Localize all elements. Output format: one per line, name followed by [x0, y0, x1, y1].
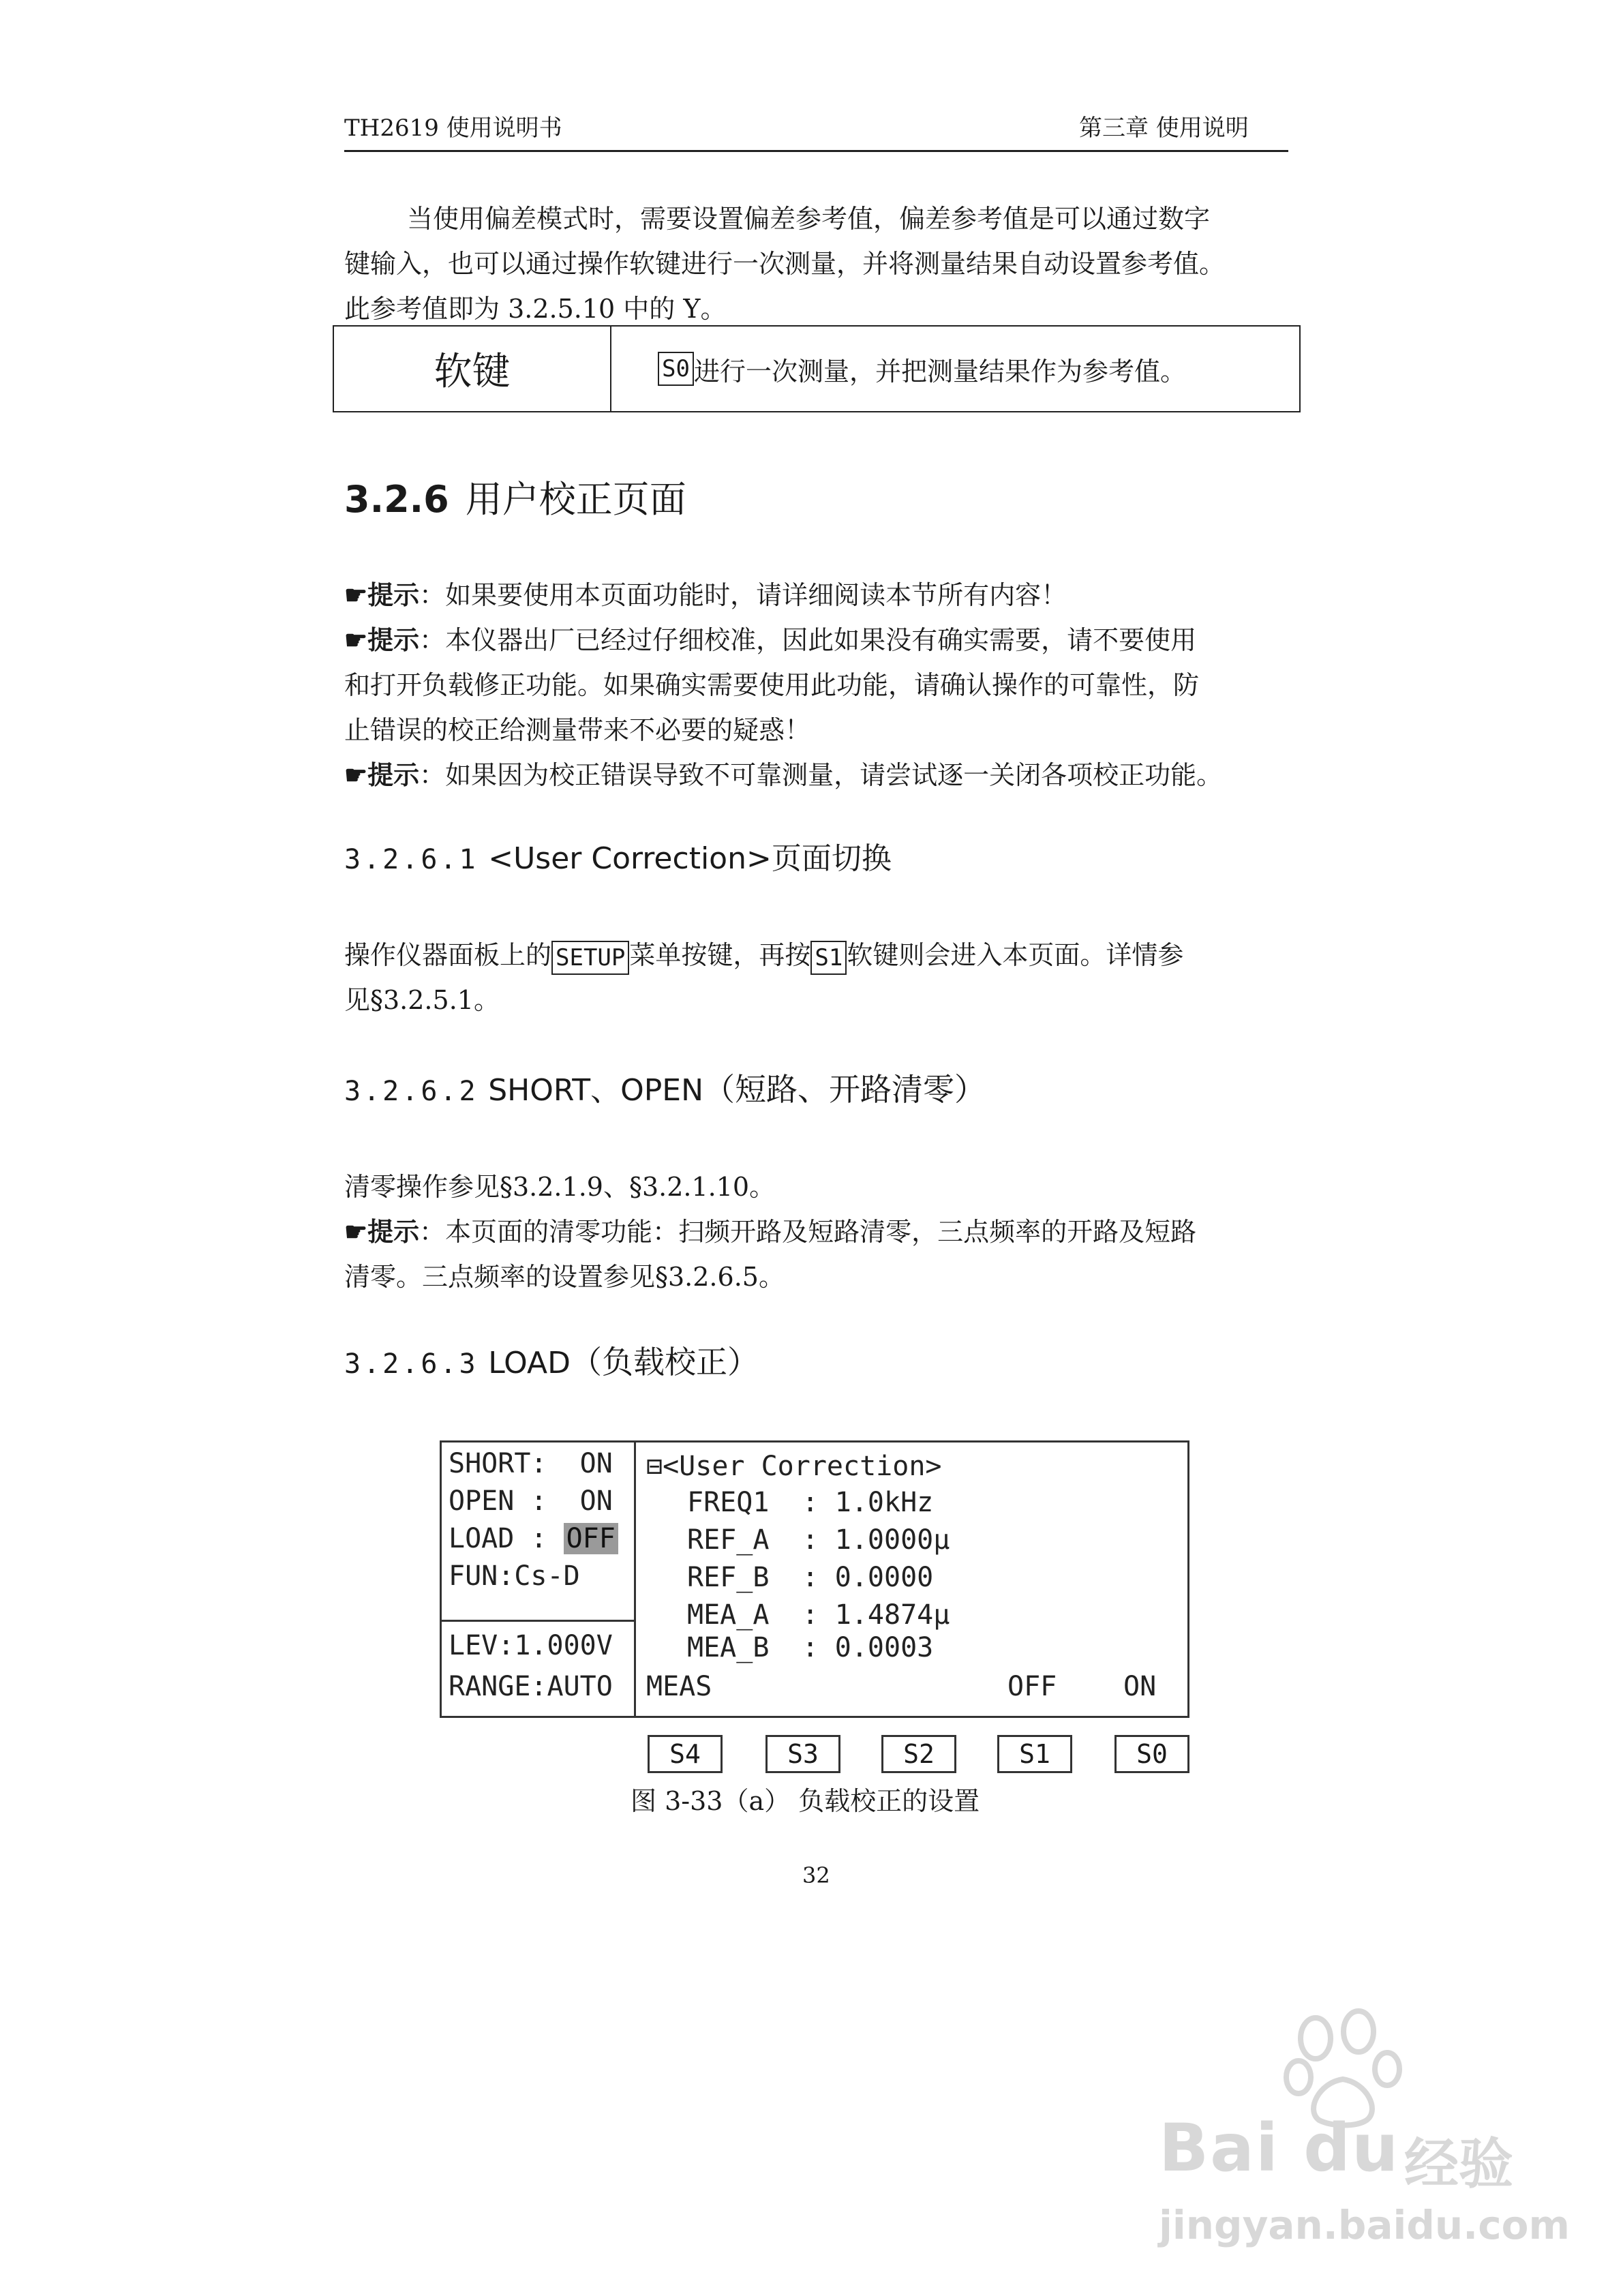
intro-line-2: 键输入，也可以通过操作软键进行一次测量，并将测量结果自动设置参考值。 — [344, 249, 1226, 279]
tip-label: ☛提示 — [344, 1216, 420, 1247]
tip-label: ☛提示 — [344, 579, 420, 610]
lcd-load-status — [449, 1522, 618, 1556]
tip-label: ☛提示 — [344, 759, 420, 790]
subsection-title: <User Correction>页面切换 — [488, 841, 892, 876]
sub1-line-2: 见§3.2.5.1。 — [344, 985, 500, 1015]
sub2-tip-line-2: 清零。三点频率的设置参见§3.2.6.5。 — [344, 1262, 785, 1292]
subsection-title-cn: （负载校正） — [571, 1344, 759, 1380]
lcd-freq1: FREQ1 : 1.0kHz — [687, 1487, 934, 1518]
sub1-line-1 — [344, 933, 1183, 978]
section-number: 3.2.6 — [344, 478, 449, 521]
softkey-desc-text: 进行一次测量，并把测量结果作为参考值。 — [693, 356, 1186, 387]
lcd-level: LEV:1.000V — [449, 1630, 613, 1661]
key-s0: S0 — [658, 352, 694, 386]
subsection-number: 3.2.6.2 — [344, 1076, 479, 1107]
softkey-s0[interactable]: S0 — [1114, 1735, 1189, 1773]
tip-2-line-3: 止错误的校正给测量带来不必要的疑惑！ — [344, 715, 811, 745]
tip-2-line-2: 和打开负载修正功能。如果确实需要使用此功能，请确认操作的可靠性，防 — [344, 670, 1200, 700]
tip-2-text: ：本仪器出厂已经过仔细校准，因此如果没有确实需要，请不要使用 — [419, 625, 1197, 655]
lcd-panel-divider — [442, 1620, 634, 1622]
lcd-menu-off[interactable]: OFF — [1007, 1671, 1057, 1702]
softkey-s2[interactable]: S2 — [881, 1735, 956, 1773]
sub1-text-a: 操作仪器面板上的 — [344, 940, 552, 970]
section-title: 用户校正页面 — [465, 478, 686, 521]
lcd-ref-b: REF_B : 0.0000 — [687, 1562, 934, 1593]
lcd-status-panel — [442, 1442, 636, 1716]
lcd-range: RANGE:AUTO — [449, 1671, 613, 1702]
lcd-function: FUN:Cs-D — [449, 1560, 580, 1592]
figure-caption: 图 3-33（a） 负载校正的设置 — [631, 1786, 980, 1816]
intro-line-1: 当使用偏差模式时，需要设置偏差参考值，偏差参考值是可以通过数字 — [407, 204, 1211, 234]
sub2-line-1: 清零操作参见§3.2.1.9、§3.2.1.10。 — [344, 1172, 776, 1202]
tip-3-text: ：如果因为校正错误导致不可靠测量，请尝试逐一关闭各项校正功能。 — [419, 760, 1223, 790]
lcd-load-label: LOAD : — [449, 1523, 564, 1554]
lcd-page-title-text: <User Correction> — [663, 1451, 942, 1482]
lcd-load-value[interactable]: OFF — [564, 1523, 618, 1554]
header-rule — [344, 150, 1288, 152]
subsection-3261 — [344, 837, 892, 880]
lcd-screen — [440, 1440, 1189, 1718]
page-number: 32 — [802, 1862, 830, 1888]
subsection-3262 — [344, 1069, 986, 1112]
watermark-url: jingyan.baidu.com — [1159, 2202, 1570, 2248]
subsection-title-en: LOAD — [488, 1346, 571, 1380]
lcd-menu-on[interactable]: ON — [1123, 1671, 1157, 1702]
tip-3 — [344, 753, 1222, 798]
lcd-page-title — [646, 1449, 942, 1483]
lcd-short-status: SHORT: ON — [449, 1448, 613, 1479]
tip-1 — [344, 573, 1067, 618]
page-icon: ⊟ — [646, 1451, 663, 1482]
tip-2 — [344, 618, 1196, 663]
lcd-open-status: OPEN : ON — [449, 1485, 613, 1517]
watermark-cn: 经验 — [1404, 2132, 1513, 2196]
softkey-s3[interactable]: S3 — [765, 1735, 840, 1773]
subsection-number: 3.2.6.1 — [344, 844, 479, 875]
tip-1-text: ：如果要使用本页面功能时，请详细阅读本节所有内容！ — [419, 580, 1067, 610]
header-chapter: 第三章 使用说明 — [1079, 115, 1249, 142]
lcd-menu-meas[interactable]: MEAS — [646, 1671, 712, 1702]
baidu-paw-icon — [1278, 2001, 1408, 2130]
section-heading — [344, 470, 686, 523]
softkey-table — [333, 325, 1301, 412]
sub2-tip — [344, 1209, 1196, 1254]
key-s1: S1 — [810, 941, 847, 975]
sub1-text-c: 软键则会进入本页面。详情参 — [847, 940, 1184, 970]
softkey-s4[interactable]: S4 — [648, 1735, 723, 1773]
key-setup: SETUP — [551, 941, 629, 975]
softkey-s1[interactable]: S1 — [997, 1735, 1072, 1773]
subsection-title-cn: （短路、开路清零） — [703, 1071, 986, 1108]
softkey-table-label: 软键 — [334, 327, 611, 411]
subsection-title-en: SHORT、OPEN — [488, 1073, 703, 1108]
lcd-mea-b: MEA_B : 0.0003 — [687, 1632, 934, 1663]
softkey-table-desc — [658, 327, 1186, 411]
lcd-ref-a: REF_A : 1.0000μ — [687, 1524, 950, 1556]
lcd-mea-a: MEA_A : 1.4874μ — [687, 1599, 950, 1631]
watermark-brand: Bai du — [1159, 2110, 1400, 2186]
subsection-number: 3.2.6.3 — [344, 1348, 479, 1380]
header-title: TH2619 使用说明书 — [344, 115, 562, 142]
sub1-text-b: 菜单按键，再按 — [629, 940, 811, 970]
subsection-3263 — [344, 1342, 759, 1385]
intro-line-3: 此参考值即为 3.2.5.10 中的 Y。 — [344, 294, 727, 324]
tip-label: ☛提示 — [344, 624, 420, 655]
sub2-tip-text: ：本页面的清零功能：扫频开路及短路清零，三点频率的开路及短路 — [419, 1217, 1197, 1247]
